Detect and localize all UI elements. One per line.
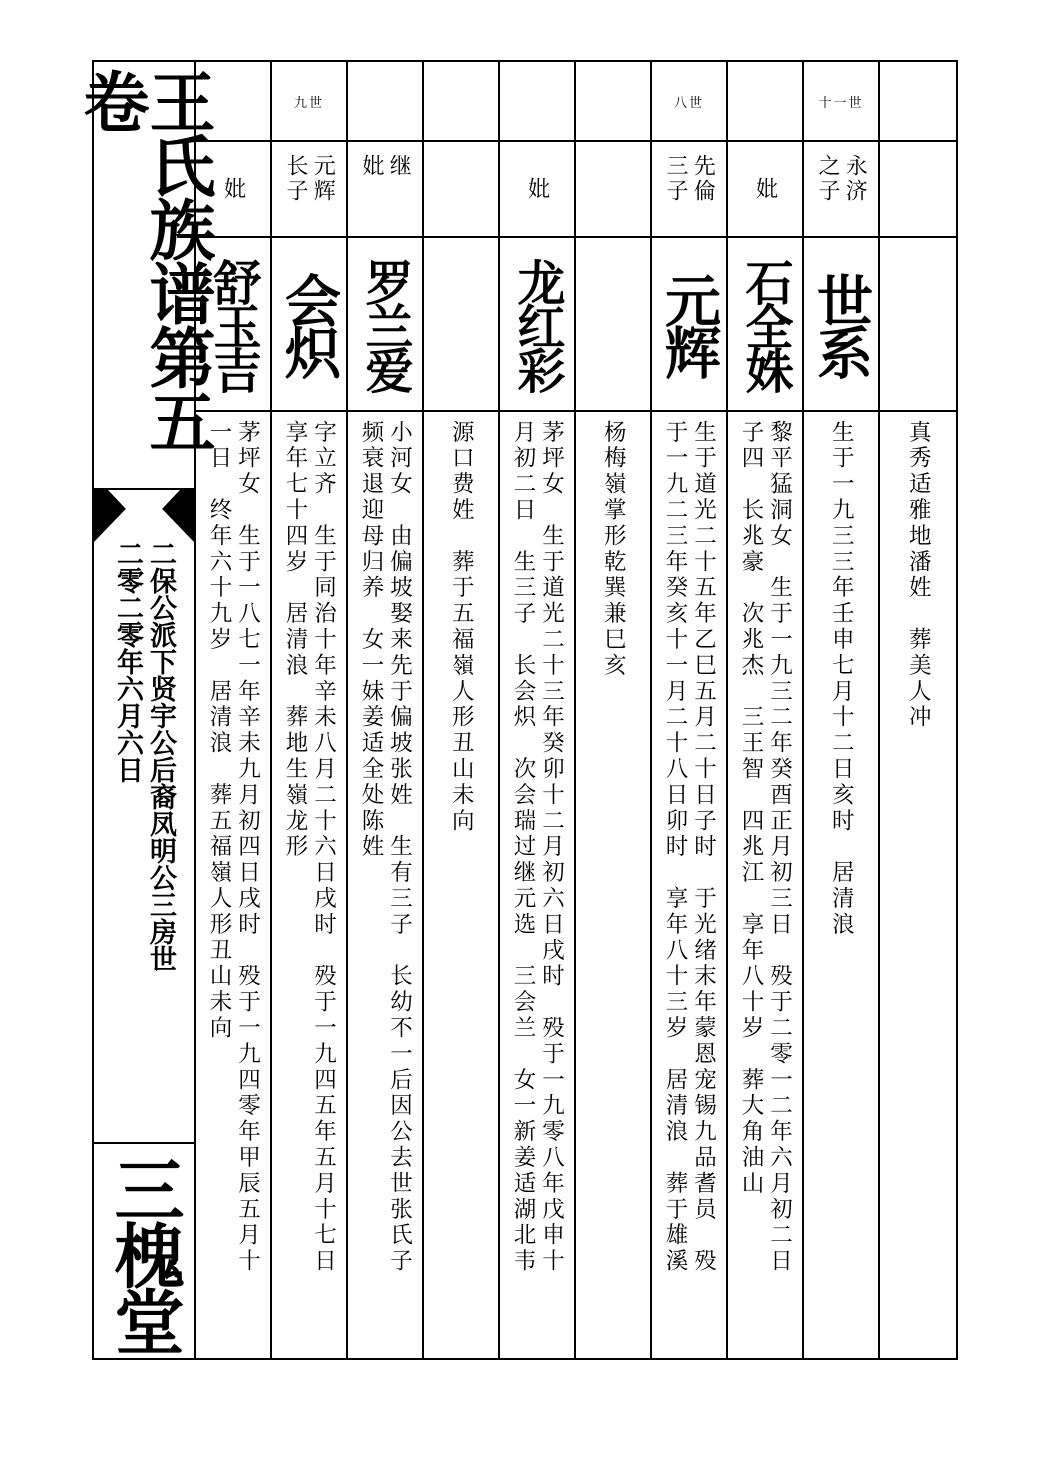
entry-column	[424, 62, 500, 1358]
biography-cell	[728, 412, 802, 1358]
relation-text: 妣	[359, 154, 384, 179]
generation-label: 八世	[673, 95, 704, 111]
generation-cell	[880, 62, 956, 140]
relation-cell	[728, 142, 802, 236]
generation-cell	[424, 62, 498, 140]
generation-cell	[728, 62, 802, 140]
relation-text: 妣	[220, 176, 246, 202]
name-cell	[652, 238, 726, 410]
entry-column	[272, 62, 348, 1358]
name-cell	[576, 238, 650, 410]
biography-line: 杨梅嶺掌形乾巽兼巳亥	[600, 420, 627, 679]
genealogy-grid	[196, 62, 956, 1358]
relation-cell	[272, 142, 346, 236]
person-name: 舒玉吉	[205, 258, 261, 390]
entry-column	[804, 62, 880, 1358]
entry-column	[500, 62, 576, 1358]
band-subtitle	[94, 532, 194, 1142]
biography-line: 于一九二三年癸亥十一月二十八日卯时 享年八十三岁 居清浪 葬于雄溪	[662, 420, 688, 1275]
relation-cell	[424, 142, 498, 236]
name-cell	[196, 238, 270, 410]
name-cell	[348, 238, 422, 410]
relation-cell	[500, 142, 574, 236]
biography-cell	[880, 412, 956, 1358]
biography-cell	[196, 412, 270, 1358]
biography-line: 生于一九三三年壬申七月十二日亥时 居清浪	[828, 420, 855, 938]
biography-line: 生于道光二十五年乙巳五月二十日子时 于光绪末年蒙恩宠锡九品耆员 殁	[690, 420, 717, 1275]
person-name: 元辉	[656, 272, 722, 376]
relation-text: 妣	[524, 176, 550, 202]
generation-cell	[576, 62, 650, 140]
name-cell	[500, 238, 574, 410]
generation-label: 九世	[293, 95, 324, 111]
relation-cell	[804, 142, 878, 236]
lineage-subtitle: 二保公派下贤宇公后裔凤明公三房世	[145, 540, 176, 972]
entry-column	[576, 62, 652, 1358]
relation-text: 妣	[752, 176, 778, 202]
hall-name-cell	[94, 1142, 194, 1358]
biography-line: 一日 终年六十九岁 居清浪 葬五福嶺人形丑山未向	[206, 420, 232, 1042]
biography-line: 茅坪女 生于一八七一年辛未九月初四日戌时 殁于一九四零年甲辰五月十	[234, 420, 261, 1275]
biography-cell	[652, 412, 726, 1358]
relation-text: 之子	[815, 154, 840, 204]
book-title-cell	[72, 62, 216, 490]
entry-column	[348, 62, 424, 1358]
biography-line: 真秀适雅地潘姓 葬美人冲	[905, 420, 932, 731]
relation-cell	[880, 142, 956, 236]
relation-cell	[348, 142, 422, 236]
biography-line: 子四 长兆豪 次兆杰 三王智 四兆江 享年八十岁 葬大角油山	[738, 420, 764, 1197]
entry-column	[652, 62, 728, 1358]
relation-cell	[652, 142, 726, 236]
relation-text: 永济	[842, 154, 868, 204]
name-cell	[880, 238, 956, 410]
biography-line: 享年七十四岁 居清浪 葬地生嶺龙形	[282, 420, 308, 861]
biography-line: 月初二日 生三子 长会炽 次会瑞过继元选 三会兰 女一新姜适湖北韦	[510, 420, 536, 1275]
name-cell	[804, 238, 878, 410]
entry-column	[728, 62, 804, 1358]
generation-cell	[500, 62, 574, 140]
name-cell	[424, 238, 498, 410]
person-name: 会炽	[276, 272, 342, 376]
biography-line: 小河女 由偏坡娶来先于偏坡张姓 生有三子 长幼不一后因公去世张氏子	[386, 420, 413, 1275]
biography-line: 频衰退迎母归养 女一妹姜适全处陈姓	[358, 420, 384, 861]
book-title: 王氏族谱第五卷	[72, 68, 216, 452]
relation-cell	[576, 142, 650, 236]
biography-cell	[424, 412, 498, 1358]
biography-cell	[348, 412, 422, 1358]
person-name: 龙红彩	[509, 258, 565, 390]
person-name: 石全姝	[737, 258, 793, 390]
compile-date: 二零二零年六月六日	[112, 540, 143, 783]
biography-line: 茅坪女 生于道光二十三年癸卯十二月初六日戌时 殁于一九零八年戊申十	[538, 420, 565, 1275]
relation-text: 先倫	[690, 154, 716, 204]
relation-cell	[196, 142, 270, 236]
generation-cell	[348, 62, 422, 140]
name-cell	[728, 238, 802, 410]
generation-label: 十一世	[818, 95, 864, 111]
biography-line: 字立齐 生于同治十年辛未八月二十六日戌时 殁于一九四五年五月十七日	[310, 420, 337, 1275]
relation-text: 继	[386, 154, 412, 179]
genealogy-page-frame	[72, 60, 958, 1360]
relation-text: 长子	[283, 154, 308, 204]
generation-cell	[804, 62, 878, 140]
name-cell	[272, 238, 346, 410]
entry-column	[196, 62, 272, 1358]
biography-cell	[500, 412, 574, 1358]
title-band	[72, 62, 216, 1358]
hall-name: 三槐堂	[103, 1154, 186, 1352]
biography-cell	[804, 412, 878, 1358]
biography-line: 黎平猛洞女 生于一九三二年癸酉正月初三日 殁于二零一二年六月初二日	[766, 420, 793, 1275]
person-name: 世系	[808, 272, 874, 376]
relation-text: 元辉	[310, 154, 336, 204]
entry-column	[880, 62, 956, 1358]
biography-cell	[272, 412, 346, 1358]
generation-cell	[196, 62, 270, 140]
biography-cell	[576, 412, 650, 1358]
generation-cell	[652, 62, 726, 140]
biography-line: 源口费姓 葬于五福嶺人形丑山未向	[448, 420, 475, 835]
person-name: 罗兰爱	[357, 258, 413, 390]
relation-text: 三子	[663, 154, 688, 204]
generation-cell	[272, 62, 346, 140]
